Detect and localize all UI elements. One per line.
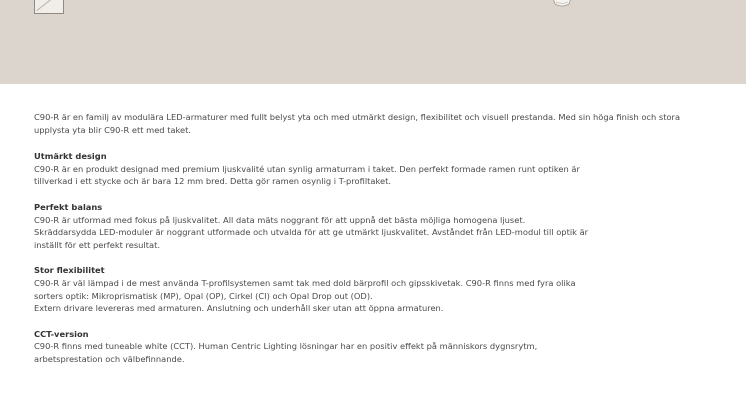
section-line: C90-R är utformad med fokus på ljuskvalitet. All data mäts noggrant för att uppnå det bästa möjliga homogena ljuset. (34, 214, 526, 225)
section-line: tillverkad i ett stycke och är bara 12 mm bred. Detta gör ramen osynlig i T-profiltaket. (34, 176, 391, 187)
section-stor-flexibilitet (34, 264, 718, 314)
section-utmarkt-design (34, 150, 718, 188)
section-cct-version (34, 328, 718, 366)
section-title: CCT-version (34, 328, 89, 339)
section-title: Utmärkt design (34, 151, 107, 162)
section-line: inställt för ett perfekt resultat. (34, 239, 160, 250)
section-perfekt-balans (34, 201, 718, 251)
section-line: Skräddarsydda LED-moduler är noggrant utformade och utvalda för att ge utmärkt ljuskvalitet. Avståndet från LED-modul till optik är (34, 227, 589, 238)
product-thumbnail-icon (34, 0, 64, 14)
luminaire-product-image (551, 0, 573, 8)
section-line: sorters optik: Mikroprismatisk (MP), Opal (OP), Cirkel (CI) och Opal Drop out (OD). (34, 290, 373, 301)
section-line: Extern drivare levereras med armaturen. Anslutning och underhåll sker utan att öppna armaturen. (34, 303, 444, 314)
section-line: C90-R är en produkt designad med premium ljuskvalité utan synlig armaturram i taket. Den perfekt formade ramen runt optiken är (34, 163, 580, 174)
section-line: C90-R är väl lämpad i de mest använda T-profilsystemen samt tak med dold bärprofil och gipsskivetak. C90-R finns med fyra olika (34, 277, 576, 288)
section-line: arbetsprestation och välbefinnande. (34, 353, 185, 364)
section-title: Stor flexibilitet (34, 265, 105, 276)
product-description (34, 111, 718, 379)
hero-banner (0, 0, 746, 84)
section-title: Perfekt balans (34, 201, 103, 212)
intro-text: C90-R är en familj av modulära LED-armaturer med fullt belyst yta och med utmärkt design, flexibilitet och visuell prestanda. Med sin höga finish och stora upplysta yta blir C90-R ett med taket. (34, 112, 681, 135)
section-line: C90-R finns med tuneable white (CCT). Human Centric Lighting lösningar har en positiv effekt på människors dygnsrytm, (34, 341, 538, 352)
